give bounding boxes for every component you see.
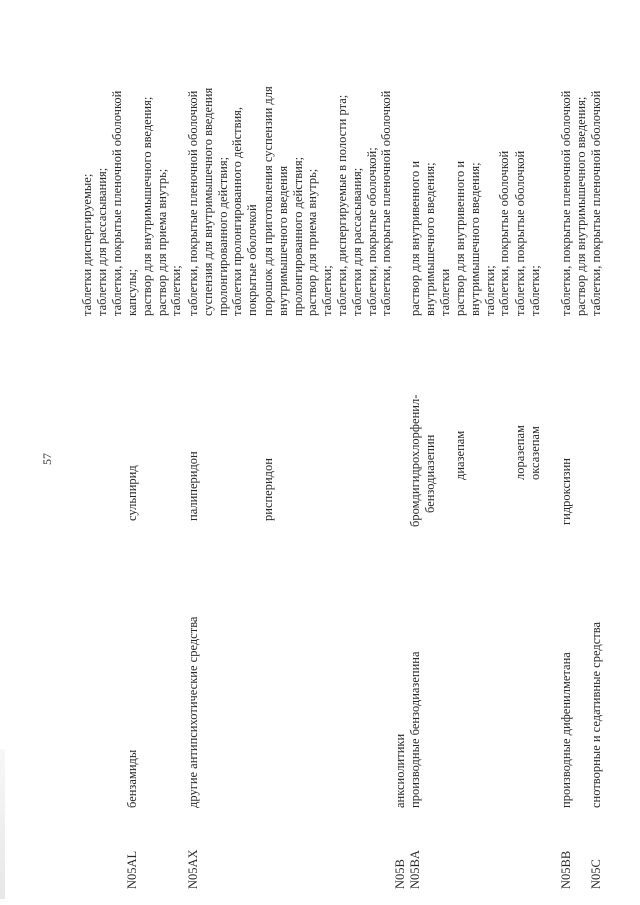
atc-group-name: снотворные и седативные средства <box>589 622 603 808</box>
form-line: внутримышечного введения; <box>422 162 437 316</box>
form-lines-trailing <box>574 91 604 316</box>
form-line: таблетки для рассасывания; <box>94 167 109 316</box>
dosage-forms <box>453 151 512 316</box>
drug-name-line: бензодиазепин <box>422 434 437 513</box>
dosage-forms <box>261 86 394 316</box>
drug-name: гидроксизин <box>559 458 573 525</box>
dosage-forms <box>408 161 452 316</box>
form-line: таблетки, покрытые пленочной оболочкой <box>109 90 124 316</box>
form-line: таблетки, покрытые пленочной оболочкой <box>186 90 200 316</box>
form-line: таблетки; <box>528 265 542 316</box>
form-lines-continued <box>80 91 124 316</box>
atc-code: N05B <box>393 859 407 889</box>
drug-name: палиперидон <box>186 451 200 521</box>
atc-code: N05BA <box>408 850 422 889</box>
form-line: таблетки, покрытые пленочной оболочкой <box>588 90 603 316</box>
atc-group-name: бензамиды <box>125 749 139 808</box>
form-line: таблетки пролонгированного действия, <box>230 106 245 316</box>
drug-name: диазепам <box>453 430 467 480</box>
drug-name: рисперидон <box>261 458 275 521</box>
atc-group-name: анксиолитики <box>393 733 407 808</box>
drug-name-line: бромдигидрохлорфенил- <box>408 394 422 527</box>
atc-code: N05AL <box>125 850 139 889</box>
form-line: раствор для внутривенного и <box>453 160 467 316</box>
form-line: раствор для приема внутрь; <box>305 168 320 316</box>
form-line: таблетки, покрытые пленочной оболочкой <box>559 90 573 316</box>
form-line: таблетки, покрытые оболочкой <box>513 150 527 316</box>
scan-artifact <box>0 749 5 899</box>
atc-group-name: производные бензодиазепина <box>408 651 422 808</box>
atc-code: N05BB <box>559 850 573 889</box>
atc-group-name: производные дифенилметана <box>559 652 573 808</box>
form-line: таблетки <box>437 268 452 316</box>
form-line: таблетки, покрытые оболочкой <box>497 150 512 316</box>
form-line: суспензия для внутримышечного введения <box>200 87 215 316</box>
drug-name <box>408 395 438 527</box>
page-number: 57 <box>40 453 54 465</box>
form-line: порошок для приготовления суспензии для <box>261 86 275 316</box>
form-line: раствор для внутривенного и <box>408 160 422 316</box>
form-line: таблетки, покрытые пленочной оболочкой <box>379 90 394 316</box>
dosage-forms <box>186 88 260 316</box>
form-line: внутримышечного введения <box>275 165 290 316</box>
form-line: покрытые оболочкой <box>245 204 260 316</box>
form-line: таблетки; <box>320 265 335 316</box>
drug-name: оксазепам <box>528 426 542 480</box>
form-line: пролонгированного действия; <box>215 156 230 316</box>
form-line: таблетки, диспергируемые в полости рта; <box>334 94 349 316</box>
form-line: таблетки; <box>482 265 497 316</box>
drug-name: лоразепам <box>513 425 527 480</box>
drug-name: сульпирид <box>125 465 139 521</box>
form-line: раствор для внутримышечного введения; <box>139 96 154 316</box>
form-line: раствор для внутримышечного введения; <box>574 96 588 316</box>
form-line: таблетки для рассасывания; <box>349 167 364 316</box>
form-line: таблетки; <box>169 265 184 316</box>
form-line: капсулы; <box>125 268 139 316</box>
atc-group-name: другие антипсихотические средства <box>186 616 200 808</box>
atc-code: N05C <box>589 859 603 889</box>
form-line: таблетки, покрытые оболочкой; <box>364 147 379 316</box>
form-line: внутримышечного введения; <box>467 162 482 316</box>
atc-code: N05AX <box>186 849 200 889</box>
form-line: пролонгированного действия; <box>290 156 305 316</box>
form-line: таблетки диспергируемые; <box>80 173 94 316</box>
dosage-forms <box>125 97 184 316</box>
form-line: раствор для приема внутрь; <box>154 168 169 316</box>
